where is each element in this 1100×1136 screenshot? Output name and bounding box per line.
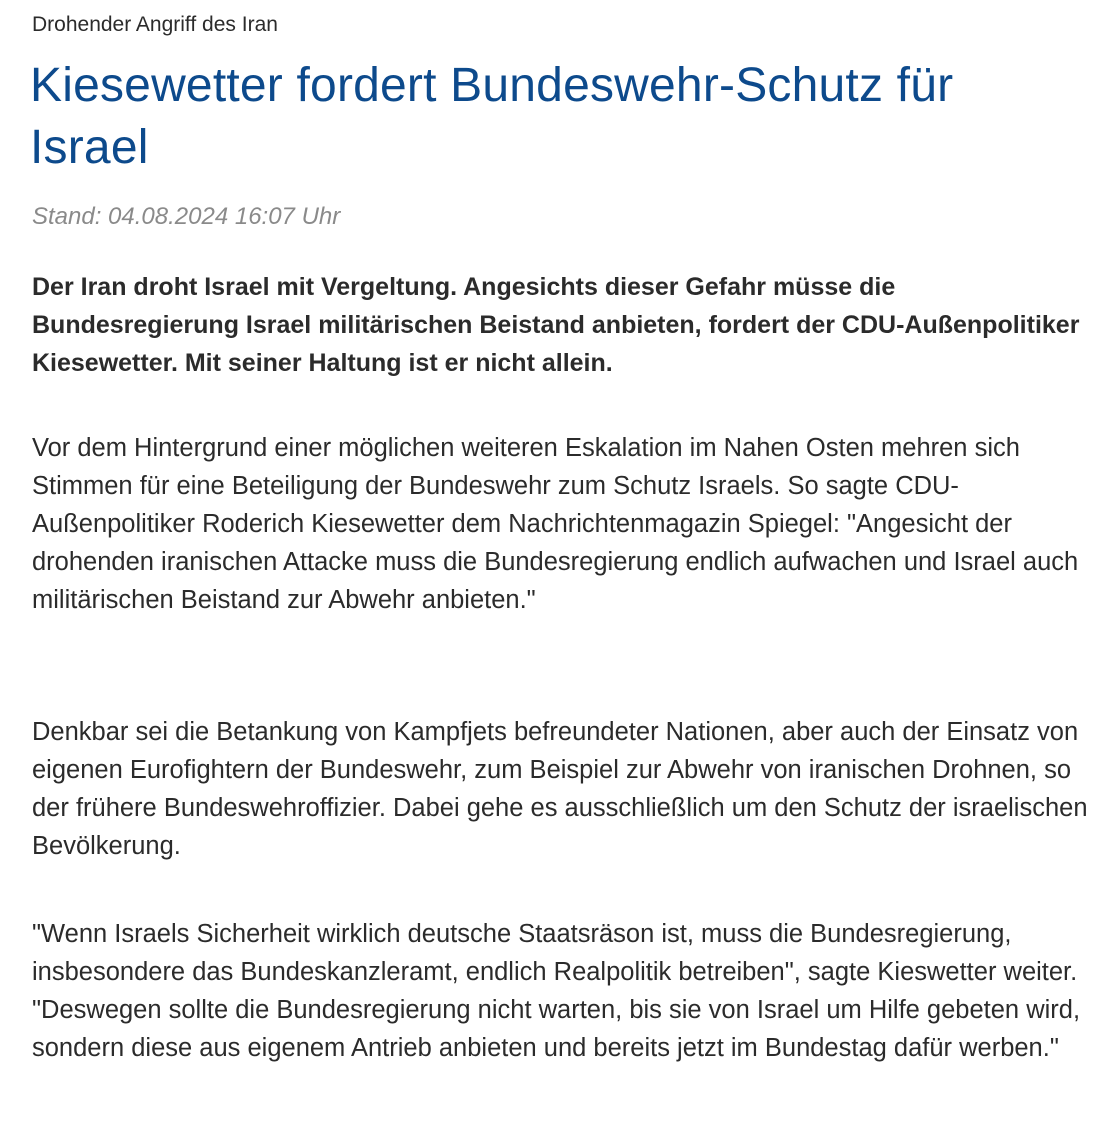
article-timestamp: Stand: 04.08.2024 16:07 Uhr — [32, 203, 341, 230]
article-paragraph: "Wenn Israels Sicherheit wirklich deutsche Staatsräson ist, muss die Bundesregierung, insbesondere das Bundeskanzleramt, endlich Realpolitik betreiben", sagte Kieswetter weiter. "Deswegen sollte die Bundesregierung nicht warten, bis sie von Israel um Hilfe gebeten wird, sondern diese aus eigenem Antrieb anbieten und bereits jetzt im Bundestag dafür werben." — [32, 920, 1081, 1062]
article-kicker: Drohender Angriff des Iran — [32, 13, 278, 36]
article-lead: Der Iran droht Israel mit Vergeltung. Angesichts dieser Gefahr müsse die Bundesregierung Israel militärischen Beistand anbieten, fordert der CDU-Außenpolitiker Kiesewetter. Mit seiner Haltung ist er nicht allein. — [32, 273, 1080, 377]
article-paragraph: Denkbar sei die Betankung von Kampfjets befreundeter Nationen, aber auch der Einsatz von eigenen Eurofightern der Bundeswehr, zum Beispiel zur Abwehr von iranischen Drohnen, so der frühere Bundeswehroffizier. Dabei gehe es ausschließlich um den Schutz der israelischen Bevölkerung. — [32, 718, 1088, 860]
article-paragraph: Vor dem Hintergrund einer möglichen weiteren Eskalation im Nahen Osten mehren sich Stimmen für eine Beteiligung der Bundeswehr zum Schutz Israels. So sagte CDU-Außenpolitiker Roderich Kiesewetter dem Nachrichtenmagazin Spiegel: "Angesicht der drohenden iranischen Attacke muss die Bundesregierung endlich aufwachen und Israel auch militärischen Beistand zur Abwehr anbieten." — [32, 434, 1079, 614]
article-headline: Kiesewetter fordert Bundeswehr-Schutz für Israel — [30, 59, 954, 174]
